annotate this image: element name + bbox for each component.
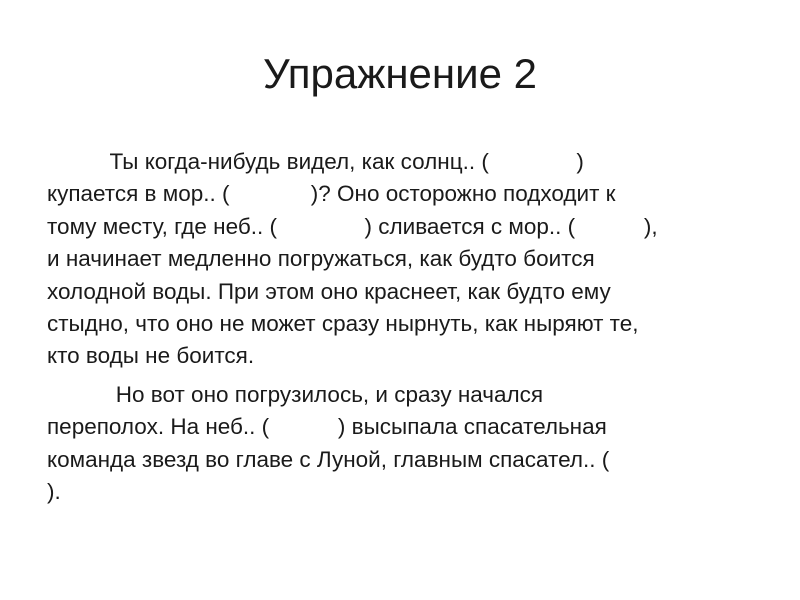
paragraph-2 <box>47 379 747 509</box>
text-line: стыдно, что оно не может сразу нырнуть, как ныряют те, <box>47 310 639 336</box>
text-line: команда звезд во главе с Луной, главным спасател.. ( <box>47 446 610 472</box>
text-line: тому месту, где неб.. ( ) сливается с мор.. ( ), <box>47 213 658 239</box>
text-line: ). <box>47 478 61 504</box>
text-line: переполох. На неб.. ( ) высыпала спасательная <box>47 414 607 440</box>
text-line: холодной воды. При этом оно краснеет, как будто ему <box>47 278 611 304</box>
text-line: и начинает медленно погружаться, как будто боится <box>47 246 595 272</box>
text-line: Ты когда-нибудь видел, как солнц.. ( ) <box>47 149 584 174</box>
slide-title: Упражнение 2 <box>263 50 537 97</box>
text-line: кто воды не боится. <box>47 343 255 369</box>
text-line: Но вот оно погрузилось, и сразу начался <box>47 381 544 407</box>
exercise-text <box>47 146 747 508</box>
paragraph-1 <box>47 146 747 373</box>
text-line: купается в мор.. ( )? Оно осторожно подходит к <box>47 181 616 207</box>
